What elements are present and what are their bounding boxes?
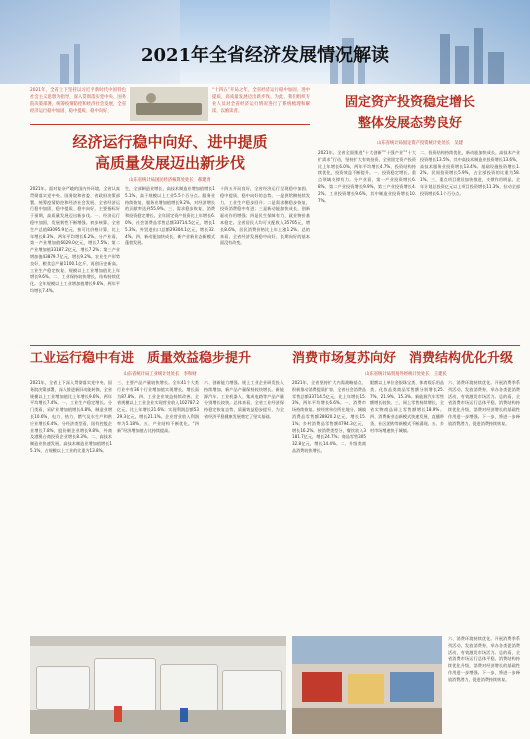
section4-byline: 山东省统计局贸易外经统计处处长 王建民	[365, 372, 447, 377]
section3-column-3: 六、创新能力增强。规上工业企业研发投入持续增加，新产品产量保持较快增长。新能源汽车、工业机器人、集成电路等产品产量分别增长较快。总体来看，全省工业经济保持稳定恢复态势，质量效益稳步提升，为全省经济平稳健康发展奠定了坚实基础。	[204, 380, 284, 419]
section2-column-1: 2021年，全省全面推进“十大创新”“十强产业”“十大扩需求”行动，坚持扩大有效投资，全省固定资产投资比上年增长6.0%，两年平均增长4.7%，投资结构持续优化，投资效益不断提升。一、投资稳定增长，重点领域支撑有力。分产业看，第一产业投资增长6.8%，第二产业投资增长9.9%，第三产业投资增长4.2%。工业投资增长9.6%，其中制造业投资增长10.7%。	[318, 150, 416, 203]
factory-photo	[30, 636, 286, 734]
section1-title-line2: 高质量发展迈出新步伐	[94, 154, 245, 172]
section2-title-line2: 整体发展态势良好	[357, 116, 462, 131]
section1-column-2: 生，全部制造业增长，高技术制造业增加值增长15.1%，高于规模以上工业5.5个百分点。服务业持续恢复，服务业增加值增长9.2%，对经济增长的贡献率达到55.9%。三、需求稳步恢复，消费和投资稳定增长。全年固定资产投资比上年增长6.0%，社会消费品零售总额33714.5亿元，增长15.3%。外贸进出口总额29304.1亿元，增长32.4%。四、新动能加快成长，新产业新业态新模式蓬勃发展。	[125, 186, 215, 246]
photo-worker	[114, 706, 122, 722]
section1-title-line1: 经济运行稳中向好、进中提质	[72, 133, 268, 151]
section4-tail: 六、消费环境持续优化。开展消费季系列活动，发放消费券，举办各类促消费活动，有效激发市场活力。总的看，全省消费市场运行总体平稳，消费结构持续优化升级，消费对经济增长的基础性作用进一步增强。下一步，将进一步释放消费潜力，促进消费持续恢复。	[448, 636, 520, 682]
factory-floor	[30, 710, 286, 734]
section2-column-2: 二、投资结构持续优化，新动能加快成长。高技术产业投资增长13.5%，其中高技术制造业投资增长13.6%，高技术服务业投资增长13.4%。基础设施投资增长1.2%。民间投资增长5.9%，占全部投资的比重为58.1%。三、重点项目建设加快推进，支撑作用明显。全年计划总投资亿元以上项目投资增长11.3%，拉动全部投资增长6.1个百分点。	[420, 150, 520, 196]
photo-shopfront	[348, 674, 384, 704]
divider	[30, 345, 520, 346]
photo-train-car	[222, 670, 282, 712]
mall-floor	[292, 708, 442, 734]
photo-worker	[180, 708, 188, 722]
intro-text-right: “十四五”开局之年，全省经济运行稳中加固、进中提质，高质量发展迈出新步伐。为此，我们组织专业人员对全省经济运行情况进行了系统梳理和解读，以飨读者。	[212, 88, 310, 114]
divider	[30, 124, 310, 125]
photo-train-car	[36, 666, 90, 710]
section4-column-3: 六、消费环境持续优化。开展消费季系列活动，发放消费券，举办各类促消费活动，有效激发市场活力。总的看，全省消费市场运行总体平稳，消费结构持续优化升级，消费对经济增长的基础性作用进一步增强。下一步，将进一步释放消费潜力，促进消费持续恢复。	[448, 380, 520, 426]
header-banner	[0, 0, 530, 84]
section1-byline: 山东省统计局国民经济核算处处长 郝建青	[129, 178, 211, 183]
mall-photo	[292, 636, 442, 734]
section2-title-line1: 固定资产投资稳定增长	[344, 95, 475, 110]
section4-title: 消费市场复苏向好 消费结构优化升级	[292, 351, 514, 366]
section1-column-1: 2021年，面对复杂严峻的国内外环境，全省认真贯彻落实党中央、国务院和省委、省政府决策部署，统筹疫情防控和经济社会发展，全省经济运行稳中加固、稳中提质、稳中向好，主要指标好于预期，高质量发展迈出新步伐。一、经济运行稳中加固，发展韧性不断增强。初步核算，全省生产总值83095.9亿元，按可比价格计算，比上年增长8.3%，两年平均增长6.2%。分产业看，第一产业增加值6029.0亿元，增长7.5%；第二产业增加值33187.2亿元，增长7.2%；第三产业增加值43879.7亿元，增长9.2%。农业生产形势良好，粮食总产量1100.1亿斤，再创历史新高。工业生产稳定恢复，规模以上工业增加值比上年增长9.6%。二、工业保持较快增长，结构持续优化。全年规模以上工业增加值增长9.6%，两年平均增长7.4%。	[30, 186, 120, 293]
photo-machinery	[136, 103, 202, 115]
section3-title: 工业运行稳中有进 质量效益稳步提升	[30, 351, 252, 366]
photo-detail	[146, 93, 156, 103]
factory-ceiling	[30, 636, 286, 646]
section2-byline: 山东省统计局固定资产投资统计处处长 吴建	[377, 141, 463, 146]
section3-column-1: 2021年，全省上下深入贯彻落实党中央、国务院决策部署，深入推进新旧动能转换，全省规模以上工业增加值比上年增长9.6%，两年平均增长7.4%。一、工业生产稳定增长。分门类看，采矿业增加值增长4.8%，制造业增长10.6%，电力、热力、燃气及水生产和供应业增长6.4%。分经济类型看，国有控股企业增长7.8%，股份制企业增长9.8%，外商及港澳台商投资企业增长8.3%。二、高技术制造业快速发展。高技术制造业增加值增长15.1%，占规模以上工业的比重为13.8%。	[30, 380, 112, 453]
photo-train-car	[160, 664, 218, 712]
intro-photo	[130, 87, 208, 121]
photo-shopfront	[390, 672, 434, 702]
section4-column-2: 限额以上单位金银珠宝类、体育娱乐用品类、化妆品类商品零售额分别增长25.7%、21.9%、15.3%。新能源汽车零售额增长较快。三、网上零售持续增长，全省实物商品网上零售额增长18.9%。四、消费新业态新模式快速发展，直播带货、社区团购等新模式不断涌现。五、乡村市场增速快于城镇。	[370, 380, 444, 433]
photo-train-car	[94, 658, 156, 712]
page-title: 2021年全省经济发展情况解读	[140, 45, 390, 66]
photo-shopfront	[302, 672, 342, 702]
mall-skylight	[292, 636, 442, 664]
intro-text-left: 2021年，全省上下坚持以习近平新时代中国特色社会主义思想为指导，深入贯彻落实党中央、国务院决策部署，统筹疫情防控和经济社会发展，全省经济运行稳中加固、稳中提质、稳中向好，	[30, 88, 126, 114]
section1-column-3: 十四五开局良好，全省经济运行呈现稳中加固、稳中提质、稳中向好的态势。一是供给侧持续发力，工业生产稳步回升；二是需求侧稳步恢复，投资消费稳中有进；三是新动能加快成长，创新驱动作用增强；四是民生保障有力，就业物价基本稳定。全省居民人均可支配收入35705元，增长8.6%，居民消费价格比上年上涨1.2%。总的来看，全省经济发展稳中向好、长期向好的基本面没有改变。	[220, 186, 310, 246]
section4-column-1: 2021年，全省坚持扩大内需战略基点，积极推动消费提质扩容，全省社会消费品零售总额33714.5亿元，比上年增长15.3%，两年平均增长6.6%。一、消费市场持续恢复。按经营单位所在地分，城镇消费品零售额28920.2亿元，增长15.1%；乡村消费品零售额4794.3亿元，增长16.2%。按消费类型分，餐饮收入3181.7亿元，增长24.7%；商品零售30532.8亿元，增长14.4%。二、升级类商品消费较快增长。	[292, 380, 366, 453]
section3-byline: 山东省统计局工业统计处处长 李和财	[123, 372, 197, 377]
section3-column-2: 三、主要产品产量较快增长。全年41个大类行业中有36个行业增加值实现增长，增长面为87.8%。四、工业企业效益持续改善。全省规模以上工业企业实现营业收入102787.2亿元，比上年增长21.6%；实现利润总额5329.3亿元，增长21.1%。企业营业收入利润率为5.18%。五、产业结构不断优化。“四新”经济增加值占比持续提高。	[117, 380, 199, 433]
